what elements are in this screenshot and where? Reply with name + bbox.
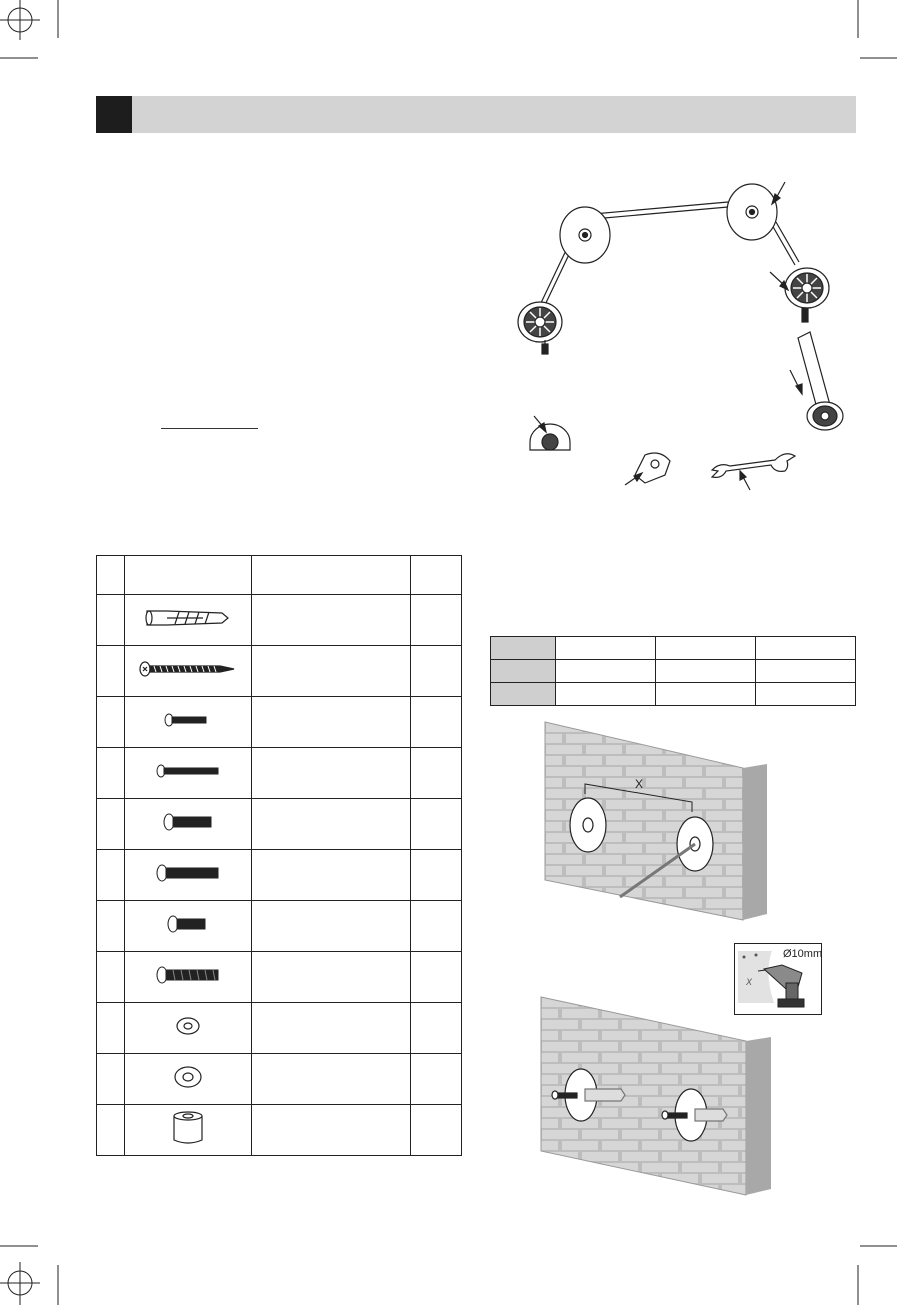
- table-row: [97, 697, 462, 748]
- table-row: [491, 683, 856, 706]
- long-thin-bolt-icon: [155, 761, 221, 781]
- wood-screw-icon: [138, 657, 238, 681]
- table-row: [97, 595, 462, 646]
- small-washer-icon: [173, 1015, 203, 1037]
- spacer-icon: [170, 1110, 206, 1146]
- hole-distance-table: [490, 636, 856, 706]
- long-threaded-bolt-icon: [155, 963, 221, 987]
- long-thick-bolt-icon: [155, 861, 221, 885]
- wall-plug-icon: [143, 603, 233, 633]
- wall-marking-diagram: [545, 722, 775, 922]
- parts-table: [96, 555, 462, 1156]
- table-row: [97, 799, 462, 850]
- distance-label: X: [635, 777, 644, 791]
- underline-mark: [161, 428, 258, 429]
- table-row: [491, 660, 856, 683]
- table-row: [491, 637, 856, 660]
- table-row: [97, 901, 462, 952]
- section-header-bar: [96, 96, 856, 133]
- table-row: [97, 646, 462, 697]
- table-row: [97, 1054, 462, 1105]
- drill-size-label: Ø10mm: [783, 948, 823, 960]
- svg-text:X: X: [746, 977, 753, 987]
- thick-bolt-icon: [162, 810, 214, 834]
- table-row: [97, 748, 462, 799]
- bracket-kit-illustration: [500, 180, 860, 520]
- section-number-box: [96, 96, 132, 133]
- table-header-row: [97, 556, 462, 595]
- table-row: [97, 1105, 462, 1156]
- table-row: [97, 850, 462, 901]
- short-thick-bolt-icon: [166, 912, 210, 936]
- wall-plugs-diagram: [541, 997, 781, 1197]
- table-row: [97, 1003, 462, 1054]
- table-row: [97, 952, 462, 1003]
- large-washer-icon: [171, 1064, 205, 1090]
- short-bolt-icon: [163, 710, 213, 730]
